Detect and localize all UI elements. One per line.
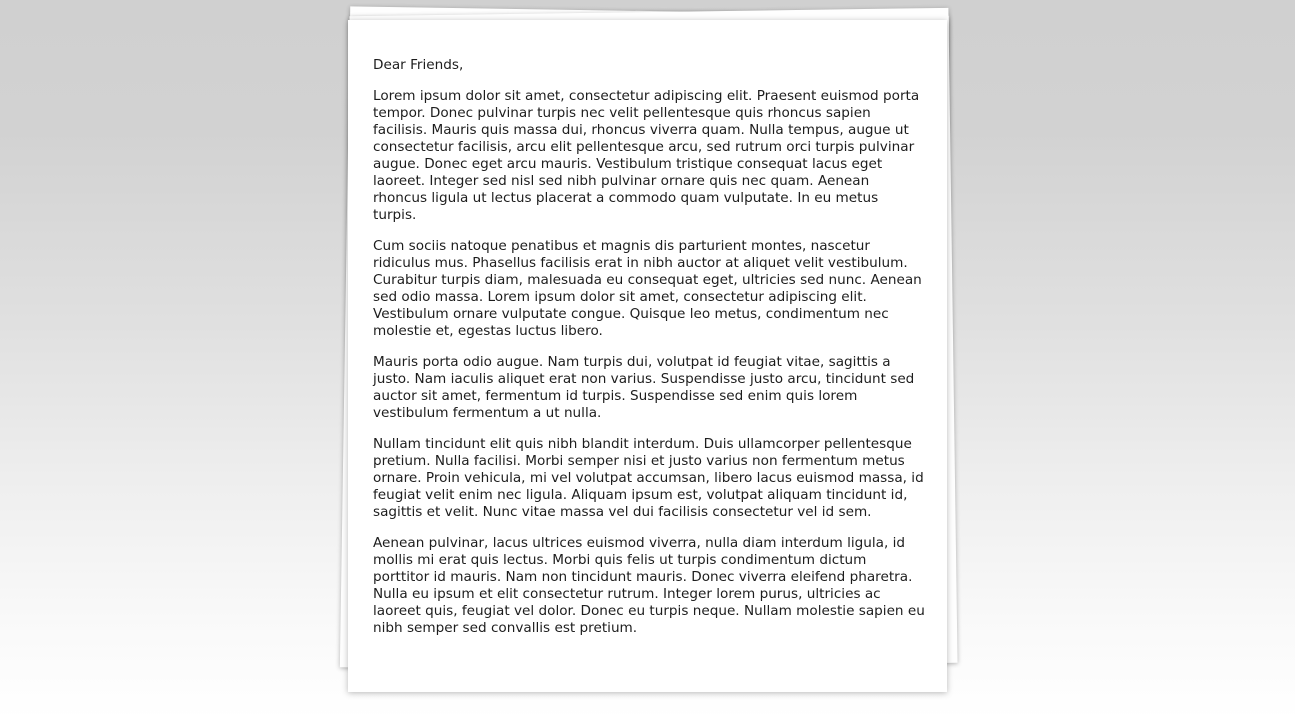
letter-salutation: Dear Friends, xyxy=(373,57,464,73)
letter-page xyxy=(348,20,947,692)
letter-paragraph: Aenean pulvinar, lacus ultrices euismod viverra, nulla diam interdum ligula, id mollis mi erat quis lectus. Morbi quis felis ut turpis condimentum dictum porttitor id mauris. Nam non tincidunt mauris. Donec viverra eleifend pharetra. Nulla eu ipsum et elit consectetur rutrum. Integer lorem purus, ultricies ac laoreet quis, feugiat vel dolor. Donec eu turpis neque. Nullam molestie sapien eu nibh semper sed convallis est pretium. xyxy=(373,535,925,636)
letter-body xyxy=(373,57,925,651)
paper-stack xyxy=(348,20,947,692)
letter-paragraph: Mauris porta odio augue. Nam turpis dui, volutpat id feugiat vitae, sagittis a justo. Nam iaculis aliquet erat non varius. Suspendisse justo arcu, tincidunt sed auctor sit amet, fermentum id turpis. Suspendisse sed enim quis lorem vestibulum fermentum a ut nulla. xyxy=(373,354,915,421)
letter-paragraph: Lorem ipsum dolor sit amet, consectetur adipiscing elit. Praesent euismod porta tempor. Donec pulvinar turpis nec velit pellentesque quis rhoncus sapien facilisis. Mauris quis massa dui, rhoncus viverra quam. Nulla tempus, augue ut consectetur facilisis, arcu elit pellentesque arcu, sed rutrum orci turpis pulvinar augue. Donec eget arcu mauris. Vestibulum tristique consequat lacus eget laoreet. Integer sed nisl sed nibh pulvinar ornare quis nec quam. Aenean rhoncus ligula ut lectus placerat a commodo quam vulputate. In eu metus turpis. xyxy=(373,88,920,223)
letter-paragraph: Nullam tincidunt elit quis nibh blandit interdum. Duis ullamcorper pellentesque pretium. Nulla facilisi. Morbi semper nisi et justo varius non fermentum metus ornare. Proin vehicula, mi vel volutpat accumsan, libero lacus euismod massa, id feugiat velit enim nec ligula. Aliquam ipsum est, volutpat aliquam tincidunt id, sagittis et velit. Nunc vitae massa vel dui facilisis consectetur vel id sem. xyxy=(373,436,924,520)
letter-paragraph: Cum sociis natoque penatibus et magnis dis parturient montes, nascetur ridiculus mus. Phasellus facilisis erat in nibh auctor at aliquet velit vestibulum. Curabitur turpis diam, malesuada eu consequat eget, ultricies sed nunc. Aenean sed odio massa. Lorem ipsum dolor sit amet, consectetur adipiscing elit. Vestibulum ornare vulputate congue. Quisque leo metus, condimentum nec molestie et, egestas luctus libero. xyxy=(373,238,922,339)
